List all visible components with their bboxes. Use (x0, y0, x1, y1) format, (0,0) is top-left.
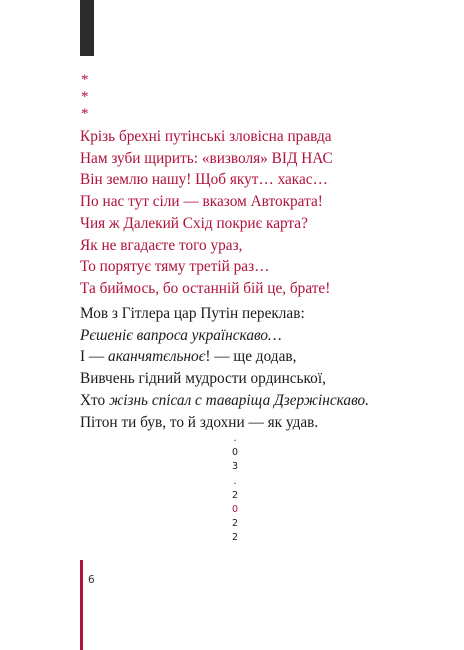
poem-line: Пітон ти був, то й здохни — як удав. (80, 413, 319, 431)
poem-line: Вивчень гідний мудрости ординської, (80, 370, 326, 388)
separator-star: * (81, 89, 89, 105)
separator-stars (81, 72, 89, 123)
poem-line: Чия ж Далекий Схід покриє карта? (80, 214, 308, 232)
poem-line: Як не вгадаєте того ураз, (80, 236, 243, 254)
page-number: 6 (88, 574, 95, 586)
date-char: 2 (231, 489, 239, 501)
vertical-date (228, 432, 242, 546)
date-char: 2 (231, 532, 239, 544)
poem-line: Мов з Гітлера цар Путін переклав: (80, 305, 305, 322)
date-char: 2 (231, 518, 239, 530)
poem-line: По нас тут сіли — вказом Автократа! (80, 193, 323, 211)
poem-line: Він землю нашу! Щоб якут… хакас… (80, 171, 328, 189)
date-char: 0 (231, 503, 239, 515)
date-char: 0 (231, 447, 239, 459)
poem-line-italic: Рєшеніє вапроса українскаво… (80, 326, 282, 344)
poem-line (80, 390, 369, 412)
separator-star: * (81, 106, 89, 122)
poem-line: Та биймось, бо останній бій це, брате! (80, 279, 331, 297)
poem-line (80, 346, 369, 368)
line-text: І — (80, 348, 109, 366)
line-italic-text: жізнь спісал с таваріща Дзержінскаво. (109, 391, 369, 409)
line-italic-text: аканчятєльноє (108, 348, 206, 366)
date-char: . (233, 475, 237, 487)
line-text: ! — ще додав, (205, 348, 297, 366)
page-margin-rule (80, 560, 83, 650)
poem-line: То порятує тяму третій раз… (80, 258, 270, 276)
date-char: 3 (231, 461, 239, 473)
separator-star: * (81, 72, 89, 88)
line-text: Хто (80, 391, 110, 409)
poem-line: Нам зуби щирить: «визволя» ВІД НАС (80, 149, 333, 167)
date-char: . (233, 433, 237, 444)
top-decorative-bar (80, 0, 94, 56)
poem-stanza-black (80, 303, 369, 433)
poem-stanza-red (80, 126, 333, 300)
poem-line: Крізь брехні путінські зловісна правда (80, 128, 332, 145)
